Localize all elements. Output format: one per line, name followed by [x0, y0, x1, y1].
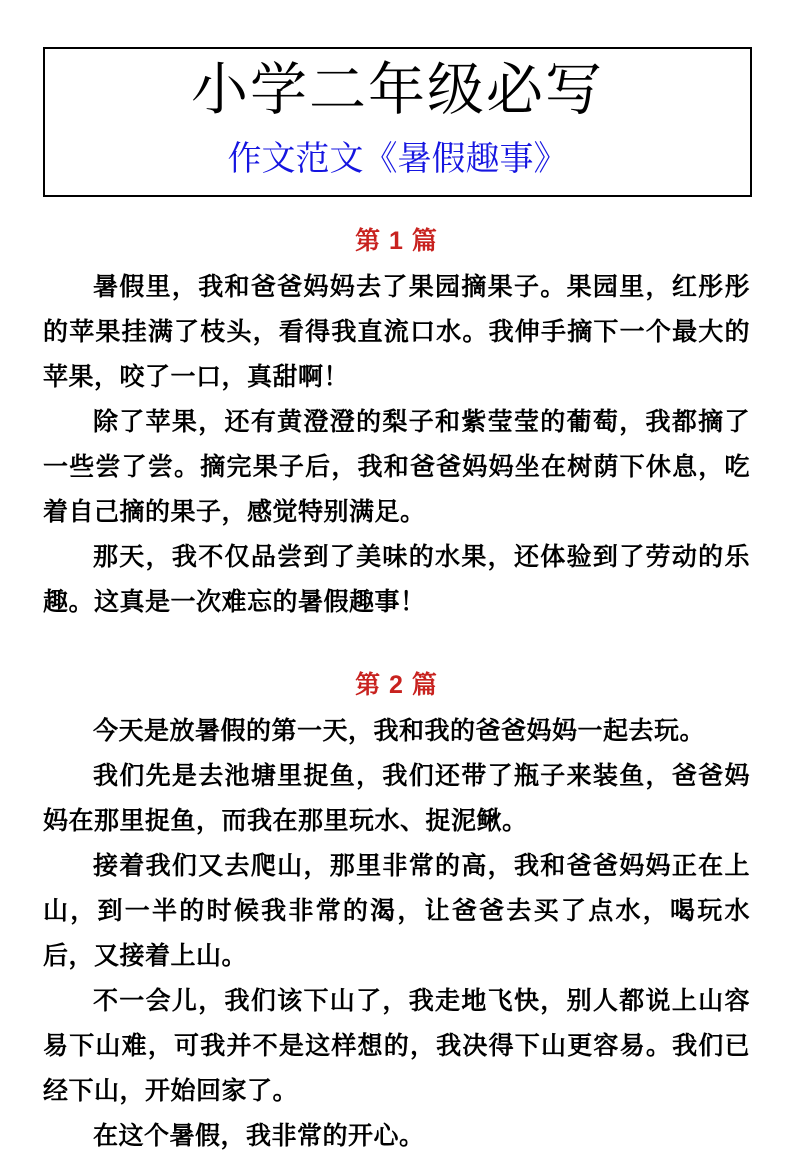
document-subtitle: 作文范文《暑假趣事》: [227, 141, 568, 178]
essay-2-paragraph: 今天是放暑假的第一天，我和我的爸爸妈妈一起去玩。: [93, 717, 706, 745]
essay-2-paragraph: 接着我们又去爬山，那里非常的高，我和爸爸妈妈正在上山，到一半的时候我非常的渴，让爸爸去买了点水，喝玩水后，又接着上山。: [43, 852, 750, 970]
essay-2-paragraph: 不一会儿，我们该下山了，我走地飞快，别人都说上山容易下山难，可我并不是这样想的，我决得下山更容易。我们已经下山，开始回家了。: [43, 987, 750, 1105]
essay-1-heading: 第 1 篇: [355, 227, 438, 255]
title-box: [43, 47, 752, 197]
document-body: [0, 225, 793, 1159]
essay-2-paragraph: 我们先是去池塘里捉鱼，我们还带了瓶子来装鱼，爸爸妈妈在那里捉鱼，而我在那里玩水、捉泥鳅。: [43, 762, 750, 835]
essay-2: [43, 669, 750, 1159]
essay-2-heading: 第 2 篇: [355, 671, 438, 699]
essay-2-paragraph: 在这个暑假，我非常的开心。: [93, 1122, 425, 1150]
document-page: [0, 47, 793, 1169]
essay-1-paragraph: 暑假里，我和爸爸妈妈去了果园摘果子。果园里，红彤彤的苹果挂满了枝头，看得我直流口水。我伸手摘下一个最大的苹果，咬了一口，真甜啊！: [43, 273, 750, 391]
essay-1-paragraph: 除了苹果，还有黄澄澄的梨子和紫莹莹的葡萄，我都摘了一些尝了尝。摘完果子后，我和爸爸妈妈坐在树荫下休息，吃着自己摘的果子，感觉特别满足。: [43, 408, 750, 526]
document-title: 小学二年级必写: [191, 59, 604, 122]
essay-1-paragraph: 那天，我不仅品尝到了美味的水果，还体验到了劳动的乐趣。这真是一次难忘的暑假趣事！: [43, 543, 750, 616]
essay-1: [43, 225, 750, 625]
